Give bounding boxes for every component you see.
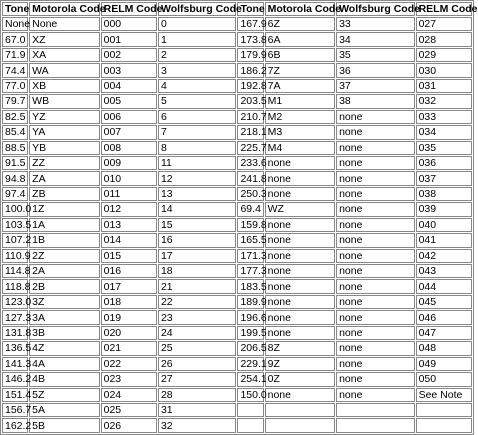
motorola-code-cell-2: M2 xyxy=(265,110,335,124)
wolfsburg-code-cell-2: none xyxy=(336,187,415,201)
motorola-code-cell: 5B xyxy=(29,418,99,433)
tone-cell-2: 150.0 xyxy=(237,388,263,402)
relm-code-cell: 022 xyxy=(101,357,157,371)
wolfsburg-code-cell: 23 xyxy=(158,310,237,324)
motorola-code-cell: 2A xyxy=(29,264,99,278)
wolfsburg-code-cell-2: 38 xyxy=(336,94,415,108)
relm-code-cell-2 xyxy=(416,418,472,433)
relm-code-cell: 023 xyxy=(101,372,157,386)
tone-cell-2: 167.9 xyxy=(237,17,263,31)
tone-cell-2: 159.8 xyxy=(237,218,263,232)
tone-cell: 85.4 xyxy=(2,125,28,139)
tone-cell-2: 179.9 xyxy=(237,48,263,62)
tone-cell: 118.8 xyxy=(2,279,28,293)
table-row xyxy=(2,326,472,340)
wolfsburg-code-header-2: Wolfsburg Code xyxy=(336,2,415,16)
relm-code-cell-2: 048 xyxy=(416,341,472,355)
tone-cell: 82.5 xyxy=(2,110,28,124)
wolfsburg-code-cell: 12 xyxy=(158,171,237,185)
wolfsburg-code-cell-2: none xyxy=(336,357,415,371)
wolfsburg-code-cell-2: none xyxy=(336,141,415,155)
relm-code-cell-2: 049 xyxy=(416,357,472,371)
motorola-code-cell-2: none xyxy=(265,171,335,185)
relm-code-cell-2: 030 xyxy=(416,63,472,77)
motorola-code-cell-2: 0Z xyxy=(265,372,335,386)
tone-cell-2: 69.4 xyxy=(237,202,263,216)
table-row xyxy=(2,79,472,93)
relm-code-cell: 013 xyxy=(101,218,157,232)
relm-code-cell: 000 xyxy=(101,17,157,31)
tone-cell-2: 192.8 xyxy=(237,79,263,93)
tone-cell: None xyxy=(2,17,28,31)
motorola-code-cell: WB xyxy=(29,94,99,108)
wolfsburg-code-cell-2: none xyxy=(336,388,415,402)
relm-code-cell: 015 xyxy=(101,249,157,263)
tone-cell: 110.9 xyxy=(2,249,28,263)
relm-code-cell: 011 xyxy=(101,187,157,201)
relm-code-cell-2: 032 xyxy=(416,94,472,108)
tone-header-2: Tone xyxy=(237,2,263,16)
wolfsburg-code-cell: 4 xyxy=(158,79,237,93)
wolfsburg-code-cell: 24 xyxy=(158,326,237,340)
motorola-code-cell-2: none xyxy=(265,218,335,232)
motorola-code-cell: XA xyxy=(29,48,99,62)
wolfsburg-code-cell-2: none xyxy=(336,202,415,216)
relm-code-header-2: RELM Code xyxy=(416,2,472,16)
relm-code-cell-2: 041 xyxy=(416,233,472,247)
motorola-code-cell-2: 6Z xyxy=(265,17,335,31)
relm-code-cell-2: 033 xyxy=(416,110,472,124)
relm-code-cell-2: 034 xyxy=(416,125,472,139)
wolfsburg-code-cell-2: 34 xyxy=(336,32,415,46)
wolfsburg-code-cell: 26 xyxy=(158,357,237,371)
motorola-code-cell: 1Z xyxy=(29,202,99,216)
wolfsburg-code-cell-2: none xyxy=(336,295,415,309)
tone-cell: 97.4 xyxy=(2,187,28,201)
table-row xyxy=(2,141,472,155)
motorola-code-cell: 5Z xyxy=(29,388,99,402)
motorola-code-cell-2: none xyxy=(265,233,335,247)
motorola-code-cell-2: 9Z xyxy=(265,357,335,371)
tone-cell-2: 218.1 xyxy=(237,125,263,139)
motorola-code-cell-2: none xyxy=(265,264,335,278)
motorola-code-cell: 3A xyxy=(29,310,99,324)
tone-cell-2 xyxy=(237,418,263,433)
motorola-code-cell: YZ xyxy=(29,110,99,124)
wolfsburg-code-cell-2: 35 xyxy=(336,48,415,62)
tone-cell: 136.5 xyxy=(2,341,28,355)
motorola-code-cell-2: M4 xyxy=(265,141,335,155)
relm-code-cell-2 xyxy=(416,403,472,417)
table-row xyxy=(2,171,472,185)
motorola-code-cell-2: 6A xyxy=(265,32,335,46)
table-row xyxy=(2,218,472,232)
relm-code-cell-2: 031 xyxy=(416,79,472,93)
motorola-code-cell-2: WZ xyxy=(265,202,335,216)
motorola-code-cell: 2Z xyxy=(29,249,99,263)
relm-code-cell: 008 xyxy=(101,141,157,155)
relm-code-cell-2: 028 xyxy=(416,32,472,46)
tone-cell: 127.3 xyxy=(2,310,28,324)
relm-code-cell-2: 036 xyxy=(416,156,472,170)
motorola-code-cell: 1A xyxy=(29,218,99,232)
motorola-code-cell-2: 7A xyxy=(265,79,335,93)
motorola-code-cell-2: 7Z xyxy=(265,63,335,77)
tone-cell-2: 206.5 xyxy=(237,341,263,355)
tone-cell: 67.0 xyxy=(2,32,28,46)
motorola-code-cell-2: none xyxy=(265,279,335,293)
wolfsburg-code-cell: 14 xyxy=(158,202,237,216)
tone-cell-2: 189.9 xyxy=(237,295,263,309)
relm-code-cell-2: 029 xyxy=(416,48,472,62)
table-row xyxy=(2,388,472,402)
motorola-code-cell-2: M1 xyxy=(265,94,335,108)
wolfsburg-code-cell: 31 xyxy=(158,403,237,417)
wolfsburg-code-cell-2: none xyxy=(336,171,415,185)
wolfsburg-code-cell: 11 xyxy=(158,156,237,170)
wolfsburg-code-cell: 18 xyxy=(158,264,237,278)
table-row xyxy=(2,295,472,309)
tone-cell-2: 250.3 xyxy=(237,187,263,201)
motorola-code-cell: 4Z xyxy=(29,341,99,355)
table-row xyxy=(2,279,472,293)
tone-cell: 103.5 xyxy=(2,218,28,232)
wolfsburg-code-cell-2: none xyxy=(336,326,415,340)
wolfsburg-code-cell: 27 xyxy=(158,372,237,386)
motorola-code-cell-2 xyxy=(265,418,335,433)
motorola-code-cell: ZZ xyxy=(29,156,99,170)
tone-cell-2: 254.1 xyxy=(237,372,263,386)
tone-cell-2 xyxy=(237,403,263,417)
tone-cell-2: 196.6 xyxy=(237,310,263,324)
relm-code-cell: 004 xyxy=(101,79,157,93)
wolfsburg-code-cell-2 xyxy=(336,418,415,433)
wolfsburg-code-cell: 22 xyxy=(158,295,237,309)
tone-cell: 141.3 xyxy=(2,357,28,371)
motorola-code-cell: 1B xyxy=(29,233,99,247)
table-body xyxy=(2,17,472,433)
tone-cell-2: 210.7 xyxy=(237,110,263,124)
tone-cell: 100.0 xyxy=(2,202,28,216)
relm-code-cell: 016 xyxy=(101,264,157,278)
wolfsburg-code-cell: 5 xyxy=(158,94,237,108)
tone-header: Tone xyxy=(2,2,28,16)
relm-code-cell: 012 xyxy=(101,202,157,216)
wolfsburg-code-cell-2: none xyxy=(336,249,415,263)
motorola-code-cell-2: none xyxy=(265,388,335,402)
relm-code-cell: 009 xyxy=(101,156,157,170)
motorola-code-cell: 2B xyxy=(29,279,99,293)
tone-cell-2: 165.5 xyxy=(237,233,263,247)
table-row xyxy=(2,249,472,263)
tone-cell: 71.9 xyxy=(2,48,28,62)
motorola-code-cell-2: none xyxy=(265,295,335,309)
tone-cell: 79.7 xyxy=(2,94,28,108)
relm-code-cell-2: 042 xyxy=(416,249,472,263)
wolfsburg-code-cell-2: none xyxy=(336,264,415,278)
table-row xyxy=(2,341,472,355)
table-row xyxy=(2,418,472,433)
motorola-code-cell: None xyxy=(29,17,99,31)
tone-cell-2: 186.2 xyxy=(237,63,263,77)
motorola-code-cell: 3Z xyxy=(29,295,99,309)
wolfsburg-code-cell: 1 xyxy=(158,32,237,46)
wolfsburg-code-cell: 6 xyxy=(158,110,237,124)
tone-cell: 162.2 xyxy=(2,418,28,433)
tone-cell: 114.8 xyxy=(2,264,28,278)
tone-cell-2: 199.5 xyxy=(237,326,263,340)
tone-cell: 77.0 xyxy=(2,79,28,93)
wolfsburg-code-cell-2: none xyxy=(336,218,415,232)
wolfsburg-code-cell: 0 xyxy=(158,17,237,31)
motorola-code-cell: 3B xyxy=(29,326,99,340)
motorola-code-cell-2: 8Z xyxy=(265,341,335,355)
wolfsburg-code-cell: 3 xyxy=(158,63,237,77)
wolfsburg-code-cell-2: 33 xyxy=(336,17,415,31)
table-row xyxy=(2,187,472,201)
wolfsburg-code-cell-2: none xyxy=(336,110,415,124)
relm-code-cell-2: 027 xyxy=(416,17,472,31)
motorola-code-cell: XB xyxy=(29,79,99,93)
relm-code-cell-2: 037 xyxy=(416,171,472,185)
wolfsburg-code-cell: 13 xyxy=(158,187,237,201)
motorola-code-header: Motorola Code xyxy=(29,2,99,16)
relm-code-cell: 021 xyxy=(101,341,157,355)
relm-code-cell: 018 xyxy=(101,295,157,309)
wolfsburg-code-cell-2: none xyxy=(336,156,415,170)
tone-cell: 131.8 xyxy=(2,326,28,340)
tone-cell: 146.2 xyxy=(2,372,28,386)
tone-cell: 156.7 xyxy=(2,403,28,417)
wolfsburg-code-cell-2: none xyxy=(336,125,415,139)
wolfsburg-code-cell: 17 xyxy=(158,249,237,263)
table-row xyxy=(2,48,472,62)
table-row xyxy=(2,310,472,324)
wolfsburg-code-header: Wolfsburg Code xyxy=(158,2,237,16)
wolfsburg-code-cell-2: none xyxy=(336,372,415,386)
relm-code-cell-2: 035 xyxy=(416,141,472,155)
motorola-code-cell: 4B xyxy=(29,372,99,386)
wolfsburg-code-cell: 7 xyxy=(158,125,237,139)
motorola-code-cell-2: none xyxy=(265,156,335,170)
table-row xyxy=(2,63,472,77)
motorola-code-cell-2: M3 xyxy=(265,125,335,139)
tone-cell-2: 173.8 xyxy=(237,32,263,46)
table-row xyxy=(2,357,472,371)
wolfsburg-code-cell: 28 xyxy=(158,388,237,402)
relm-code-cell-2: 039 xyxy=(416,202,472,216)
table-row xyxy=(2,110,472,124)
wolfsburg-code-cell: 2 xyxy=(158,48,237,62)
relm-code-cell-2: 045 xyxy=(416,295,472,309)
table-row xyxy=(2,156,472,170)
wolfsburg-code-cell-2: 37 xyxy=(336,79,415,93)
relm-code-cell-2: See Note xyxy=(416,388,472,402)
table-row xyxy=(2,32,472,46)
wolfsburg-code-cell-2: none xyxy=(336,341,415,355)
tone-cell: 123.0 xyxy=(2,295,28,309)
wolfsburg-code-cell-2 xyxy=(336,403,415,417)
wolfsburg-code-cell: 15 xyxy=(158,218,237,232)
motorola-code-cell: ZA xyxy=(29,171,99,185)
motorola-code-cell: 5A xyxy=(29,403,99,417)
relm-code-cell: 017 xyxy=(101,279,157,293)
motorola-code-cell-2: none xyxy=(265,187,335,201)
wolfsburg-code-cell-2: none xyxy=(336,279,415,293)
relm-code-cell: 002 xyxy=(101,48,157,62)
header-row xyxy=(2,2,472,16)
table-row xyxy=(2,264,472,278)
relm-code-cell: 001 xyxy=(101,32,157,46)
motorola-code-cell: ZB xyxy=(29,187,99,201)
motorola-code-cell-2: none xyxy=(265,326,335,340)
tone-cell: 91.5 xyxy=(2,156,28,170)
motorola-code-cell-2: none xyxy=(265,249,335,263)
relm-code-cell: 006 xyxy=(101,110,157,124)
wolfsburg-code-cell: 8 xyxy=(158,141,237,155)
tone-cell: 151.4 xyxy=(2,388,28,402)
tone-cell-2: 233.6 xyxy=(237,156,263,170)
wolfsburg-code-cell: 32 xyxy=(158,418,237,433)
relm-code-cell: 019 xyxy=(101,310,157,324)
motorola-code-cell: YA xyxy=(29,125,99,139)
motorola-code-cell: 4A xyxy=(29,357,99,371)
tone-cell-2: 183.5 xyxy=(237,279,263,293)
tone-cell: 74.4 xyxy=(2,63,28,77)
relm-code-cell-2: 047 xyxy=(416,326,472,340)
tone-cell-2: 203.5 xyxy=(237,94,263,108)
wolfsburg-code-cell: 21 xyxy=(158,279,237,293)
tone-cell-2: 229.1 xyxy=(237,357,263,371)
relm-code-cell: 026 xyxy=(101,418,157,433)
motorola-code-cell: XZ xyxy=(29,32,99,46)
relm-code-cell-2: 046 xyxy=(416,310,472,324)
table-row xyxy=(2,233,472,247)
wolfsburg-code-cell-2: none xyxy=(336,233,415,247)
relm-code-cell: 024 xyxy=(101,388,157,402)
wolfsburg-code-cell: 25 xyxy=(158,341,237,355)
motorola-code-cell: YB xyxy=(29,141,99,155)
wolfsburg-code-cell-2: none xyxy=(336,310,415,324)
motorola-code-header-2: Motorola Code xyxy=(265,2,335,16)
relm-code-cell-2: 040 xyxy=(416,218,472,232)
relm-code-cell-2: 050 xyxy=(416,372,472,386)
motorola-code-cell: WA xyxy=(29,63,99,77)
relm-code-cell: 010 xyxy=(101,171,157,185)
motorola-code-cell-2 xyxy=(265,403,335,417)
relm-code-cell-2: 044 xyxy=(416,279,472,293)
wolfsburg-code-cell-2: 36 xyxy=(336,63,415,77)
relm-code-cell: 014 xyxy=(101,233,157,247)
relm-code-cell: 020 xyxy=(101,326,157,340)
tone-cell-2: 225.7 xyxy=(237,141,263,155)
relm-code-cell: 003 xyxy=(101,63,157,77)
tone-cell-2: 241.8 xyxy=(237,171,263,185)
relm-code-header: RELM Code xyxy=(101,2,157,16)
tone-cell: 94.8 xyxy=(2,171,28,185)
relm-code-cell-2: 043 xyxy=(416,264,472,278)
table-row xyxy=(2,202,472,216)
table-row xyxy=(2,403,472,417)
relm-code-cell: 025 xyxy=(101,403,157,417)
table-row xyxy=(2,17,472,31)
tone-cell: 107.2 xyxy=(2,233,28,247)
motorola-code-cell-2: 6B xyxy=(265,48,335,62)
tone-cell-2: 177.3 xyxy=(237,264,263,278)
table-row xyxy=(2,125,472,139)
tone-cell: 88.5 xyxy=(2,141,28,155)
relm-code-cell: 005 xyxy=(101,94,157,108)
tone-cell-2: 171.3 xyxy=(237,249,263,263)
relm-code-cell-2: 038 xyxy=(416,187,472,201)
wolfsburg-code-cell: 16 xyxy=(158,233,237,247)
relm-code-cell: 007 xyxy=(101,125,157,139)
table-row xyxy=(2,372,472,386)
motorola-code-cell-2: none xyxy=(265,310,335,324)
table-row xyxy=(2,94,472,108)
